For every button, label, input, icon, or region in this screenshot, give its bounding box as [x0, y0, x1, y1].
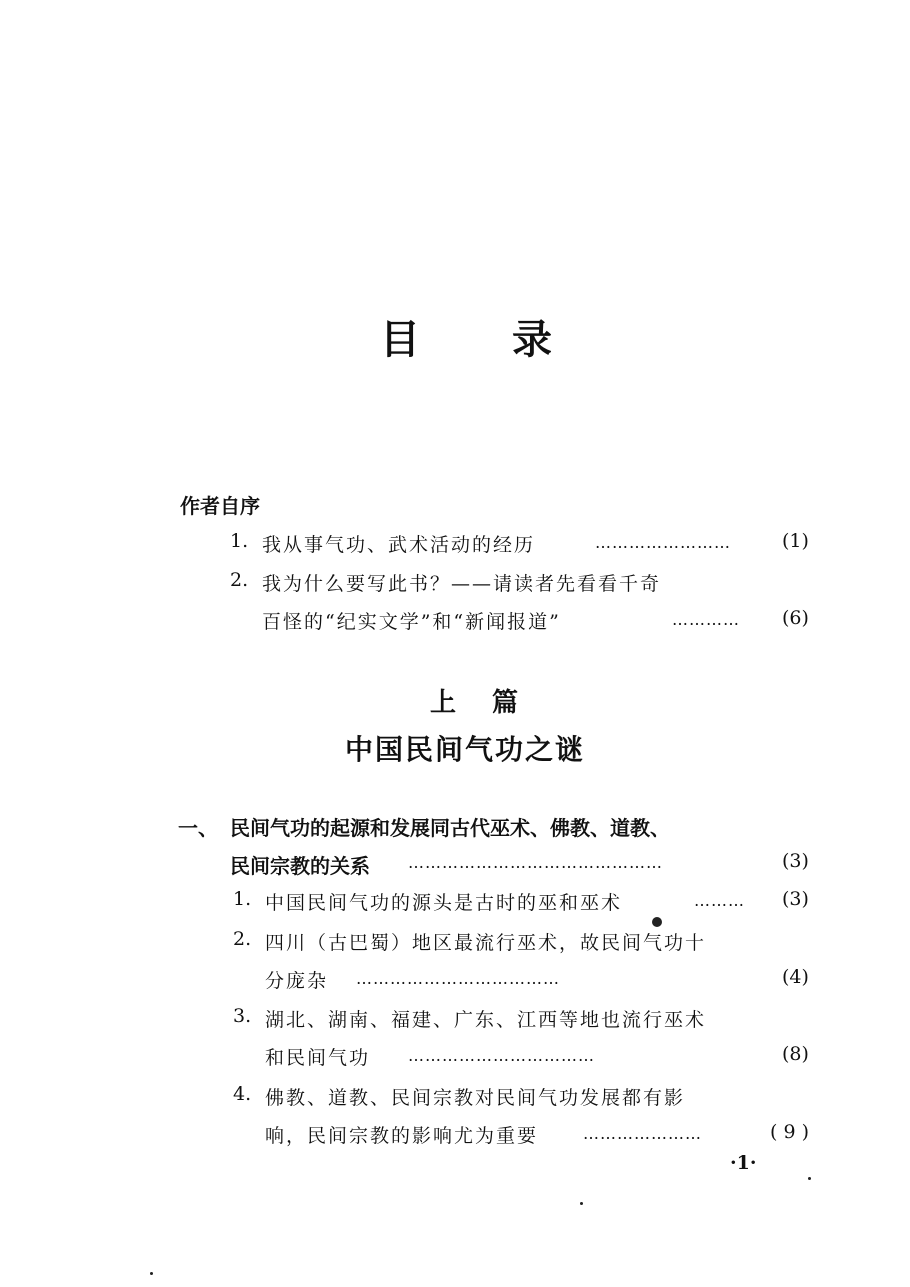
toc-item-number: 4. — [233, 1083, 252, 1105]
toc-item-title: 我从事气功、武术活动的经历 — [262, 534, 536, 556]
part-title: 中国民间气功之谜 — [345, 733, 586, 766]
scan-speck — [652, 917, 662, 927]
preface-heading: 作者自序 — [180, 494, 260, 518]
toc-page-number: (1) — [782, 530, 809, 552]
toc-page-number: (3) — [782, 888, 809, 910]
toc-leader-dots: …………………… — [595, 533, 731, 552]
toc-leader-dots: ………………… — [583, 1124, 702, 1143]
chapter-number: 一、 — [178, 816, 218, 840]
toc-item-number: 1. — [233, 888, 252, 910]
toc-leader-dots: ……………………………………… — [408, 853, 663, 872]
toc-leader-dots: ……… — [694, 891, 745, 910]
toc-item-number: 2. — [230, 569, 249, 591]
toc-item-title: 我为什么要写此书？——请读者先看看千奇 — [262, 573, 662, 595]
page-footer-number: ·1· — [730, 1152, 757, 1174]
toc-item-number: 3. — [233, 1005, 252, 1027]
toc-item-title-continued: 和民间气功 — [265, 1047, 371, 1069]
toc-item-number: 1. — [230, 530, 249, 552]
page-title: 目录 — [380, 317, 644, 363]
toc-item-title: 佛教、道教、民间宗教对民间气功发展都有影 — [265, 1087, 686, 1109]
scan-speck — [580, 1202, 583, 1205]
toc-leader-dots: ………… — [672, 610, 740, 629]
toc-item-title: 中国民间气功的源头是古时的巫和巫术 — [265, 892, 623, 914]
chapter-title-continued: 民间宗教的关系 — [230, 854, 370, 878]
toc-leader-dots: ……………………………… — [356, 969, 560, 988]
toc-page-number: (4) — [782, 966, 809, 988]
toc-page-number: (6) — [782, 607, 809, 629]
toc-page-number: (3) — [782, 850, 809, 872]
toc-item-title-continued: 分庞杂 — [265, 970, 329, 992]
toc-item-title: 四川（古巴蜀）地区最流行巫术，故民间气功十 — [265, 932, 707, 954]
toc-leader-dots: …………………………… — [408, 1046, 595, 1065]
toc-item-title-continued: 百怪的“纪实文学”和“新闻报道” — [262, 611, 561, 633]
part-label: 上篇 — [430, 688, 555, 718]
toc-item-number: 2. — [233, 928, 252, 950]
toc-page-number: (8) — [782, 1043, 809, 1065]
chapter-title: 民间气功的起源和发展同古代巫术、佛教、道教、 — [230, 816, 670, 840]
scan-speck — [150, 1272, 153, 1275]
toc-page-number: ( 9 ) — [770, 1121, 809, 1143]
toc-item-title: 湖北、湖南、福建、广东、江西等地也流行巫术 — [265, 1009, 707, 1031]
scan-speck — [808, 1177, 811, 1180]
toc-item-title-continued: 响，民间宗教的影响尤为重要 — [265, 1125, 539, 1147]
